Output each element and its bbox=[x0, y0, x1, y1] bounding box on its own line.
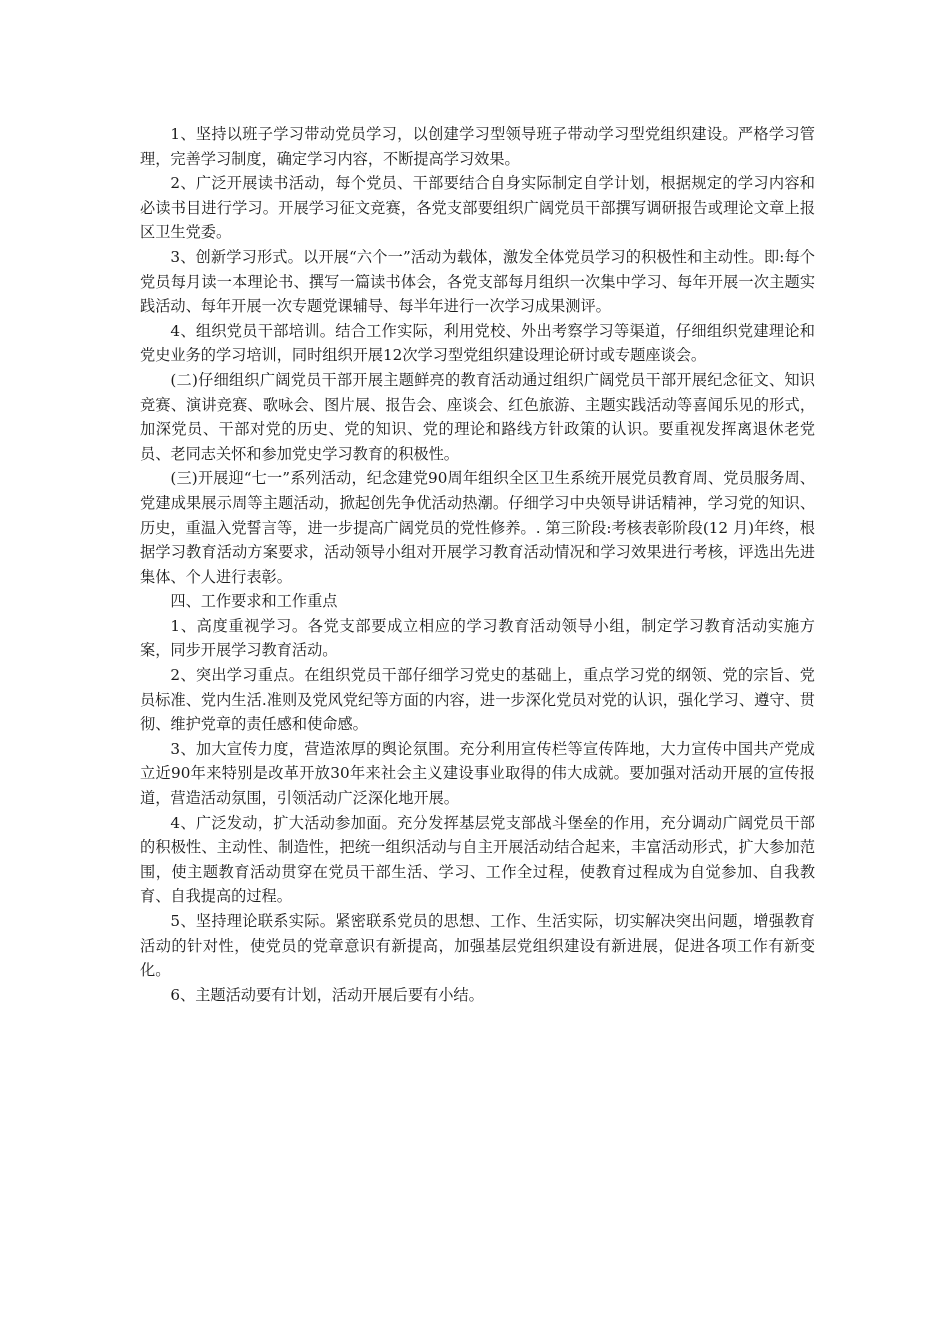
paragraph: 4、广泛发动，扩大活动参加面。充分发挥基层党支部战斗堡垒的作用，充分调动广阔党员干部的积极性、主动性、制造性，把统一组织活动与自主开展活动结合起来，丰富活动形式，扩大参加范围，使主题教育活动贯穿在党员干部生活、学习、工作全过程，使教育过程成为自觉参加、自我教育、自我提高的过程。 bbox=[140, 813, 815, 906]
paragraph: 2、突出学习重点。在组织党员干部仔细学习党史的基础上，重点学习党的纲领、党的宗旨、党员标准、党内生活.准则及党风党纪等方面的内容，进一步深化党员对党的认识，强化学习、遵守、贯彻、维护党章的责任感和使命感。 bbox=[140, 666, 815, 734]
document-body bbox=[140, 122, 815, 1007]
paragraph: 1、坚持以班子学习带动党员学习，以创建学习型领导班子带动学习型党组织建设。严格学习管理，完善学习制度，确定学习内容，不断提高学习效果。 bbox=[140, 125, 815, 168]
paragraph: 6、主题活动要有计划，活动开展后要有小结。 bbox=[170, 985, 484, 1004]
paragraph: 3、创新学习形式。以开展“六个一”活动为载体，激发全体党员学习的积极性和主动性。即:每个党员每月读一本理论书、撰写一篇读书体会，各党支部每月组织一次集中学习、每年开展一次主题实践活动、每年开展一次专题党课辅导、每半年进行一次学习成果测评。 bbox=[140, 247, 815, 316]
paragraph: 5、坚持理论联系实际。紧密联系党员的思想、工作、生活实际，切实解决突出问题，增强教育活动的针对性，使党员的党章意识有新提高，加强基层党组织建设有新进展，促进各项工作有新变化。 bbox=[140, 912, 815, 980]
paragraph: 2、广泛开展读书活动，每个党员、干部要结合自身实际制定自学计划，根据规定的学习内容和必读书目进行学习。开展学习征文竞赛，各党支部要组织广阔党员干部撰写调研报告或理论文章上报区卫生党委。 bbox=[140, 174, 815, 242]
paragraph: (二)仔细组织广阔党员干部开展主题鲜亮的教育活动通过组织广阔党员干部开展纪念征文、知识竞赛、演讲竞赛、歌咏会、图片展、报告会、座谈会、红色旅游、主题实践活动等喜闻乐见的形式，加深党员、干部对党的历史、党的知识、党的理论和路线方针政策的认识。要重视发挥离退休老党员、老同志关怀和参加党史学习教育的积极性。 bbox=[140, 370, 815, 463]
paragraph: 4、组织党员干部培训。结合工作实际，利用党校、外出考察学习等渠道，仔细组织党建理论和党史业务的学习培训，同时组织开展12次学习型党组织建设理论研讨或专题座谈会。 bbox=[140, 321, 815, 365]
paragraph: (三)开展迎“七一”系列活动，纪念建党90周年组织全区卫生系统开展党员教育周、党员服务周、党建成果展示周等主题活动，掀起创先争优活动热潮。仔细学习中央领导讲话精神，学习党的知识、历史，重温入党誓言等，进一步提高广阔党员的党性修养。. 第三阶段:考核表彰阶段(12 月)年终，根据学习教育活动方案要求，活动领导小组对开展学习教育活动情况和学习效果进行考核，评选出先进集体、个人进行表彰。 bbox=[140, 469, 815, 586]
paragraph: 3、加大宣传力度，营造浓厚的舆论氛围。充分利用宣传栏等宣传阵地，大力宣传中国共产党成立近90年来特别是改革开放30年来社会主义建设事业取得的伟大成就。要加强对活动开展的宣传报道，营造活动氛围，引领活动广泛深化地开展。 bbox=[140, 739, 815, 808]
paragraph: 1、高度重视学习。各党支部要成立相应的学习教育活动领导小组，制定学习教育活动实施方案，同步开展学习教育活动。 bbox=[140, 616, 815, 660]
section-heading: 四、工作要求和工作重点 bbox=[170, 592, 338, 611]
